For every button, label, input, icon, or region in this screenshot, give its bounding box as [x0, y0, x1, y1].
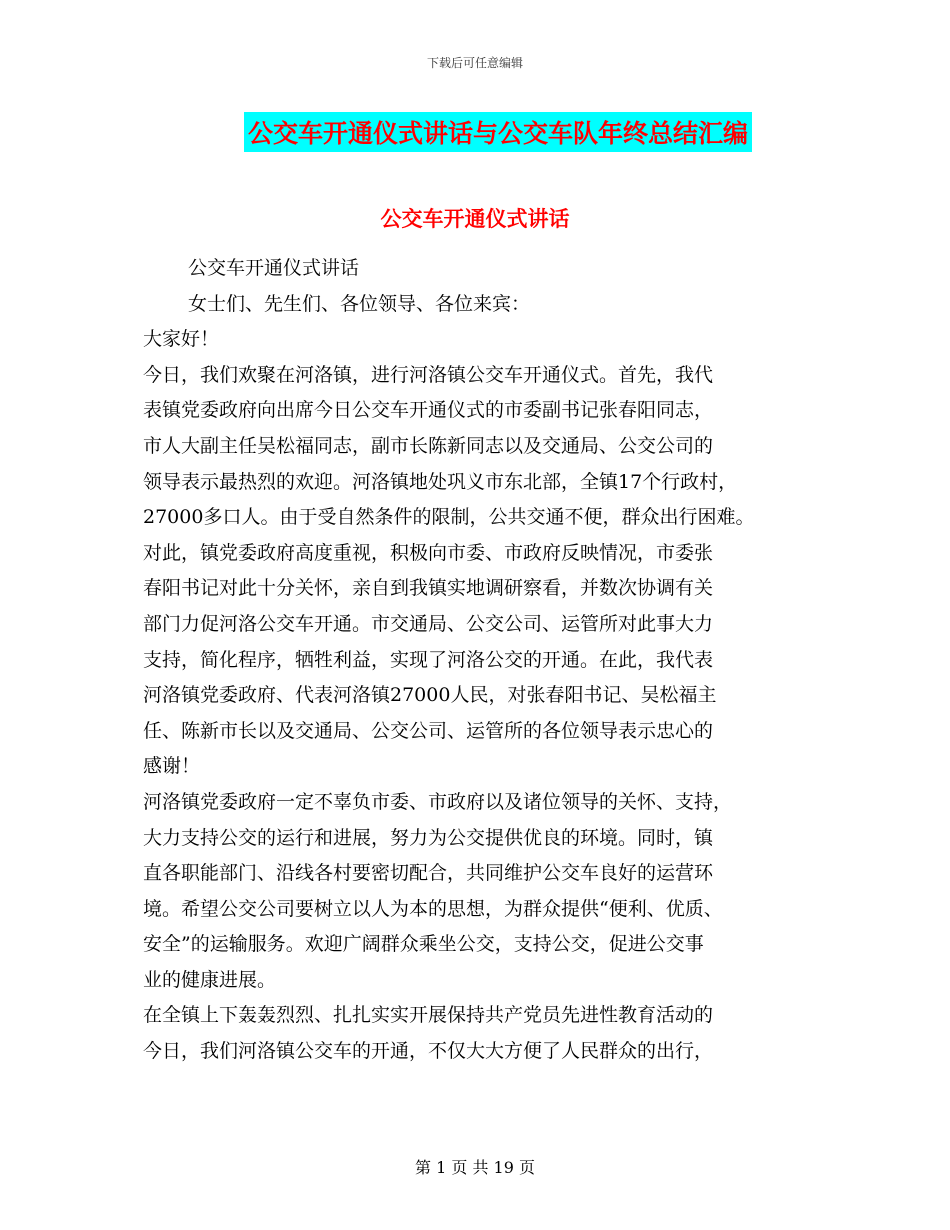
body-line: 市人大副主任吴松福同志，副市长陈新同志以及交通局、公交公司的	[143, 434, 714, 457]
body-line: 女士们、先生们、各位领导、各位来宾：	[188, 292, 531, 315]
page-footer: 第 1 页 共 19 页	[415, 1158, 535, 1177]
body-line: 河洛镇党委政府、代表河洛镇27000人民，对张春阳书记、吴松福主	[143, 684, 717, 707]
body-line: 公交车开通仪式讲话	[188, 257, 360, 279]
body-line: 大力支持公交的运行和进展，努力为公交提供优良的环境。同时，镇	[143, 826, 714, 849]
body-line: 今日，我们欢聚在河洛镇，进行河洛镇公交车开通仪式。首先，我代	[143, 363, 714, 386]
header-note: 下载后可任意编辑	[426, 56, 523, 70]
body-line: 对此，镇党委政府高度重视，积极向市委、市政府反映情况，市委张	[143, 541, 714, 564]
body-line: 27000多口人。由于受自然条件的限制，公共交通不便，群众出行困难。	[143, 506, 755, 529]
section-title: 公交车开通仪式讲话	[380, 207, 570, 231]
body-line: 春阳书记对此十分关怀，亲自到我镇实地调研察看，并数次协调有关	[143, 577, 714, 600]
body-line: 今日，我们河洛镇公交车的开通，不仅大大方便了人民群众的出行，	[143, 1040, 714, 1063]
main-title-container	[0, 112, 950, 152]
body-line: 安全”的运输服务。欢迎广阔群众乘坐公交，支持公交，促进公交事	[143, 933, 704, 956]
body-line: 表镇党委政府向出席今日公交车开通仪式的市委副书记张春阳同志，	[143, 399, 714, 422]
body-line: 支持，简化程序，牺牲利益，实现了河洛公交的开通。在此，我代表	[143, 648, 714, 671]
body-line: 大家好！	[143, 328, 220, 351]
body-line: 任、陈新市长以及交通局、公交公司、运管所的各位领导表示忠心的	[143, 719, 714, 742]
body-line: 部门力促河洛公交车开通。市交通局、公交公司、运管所对此事大力	[143, 612, 714, 635]
body-line: 感谢！	[143, 755, 201, 778]
body-line: 河洛镇党委政府一定不辜负市委、市政府以及诸位领导的关怀、支持，	[143, 790, 733, 813]
body-line: 在全镇上下轰轰烈烈、扎扎实实开展保持共产党员先进性教育活动的	[143, 1004, 714, 1027]
main-title: 公交车开通仪式讲话与公交车队年终总结汇编	[244, 112, 752, 152]
body-line: 境。希望公交公司要树立以人为本的思想，为群众提供“便利、优质、	[143, 897, 723, 920]
body-line: 业的健康进展。	[143, 968, 277, 991]
document-body	[143, 251, 823, 1070]
body-line: 领导表示最热烈的欢迎。河洛镇地处巩义市东北部，全镇17个行政村，	[143, 470, 738, 493]
body-line: 直各职能部门、沿线各村要密切配合，共同维护公交车良好的运营环	[143, 862, 714, 885]
